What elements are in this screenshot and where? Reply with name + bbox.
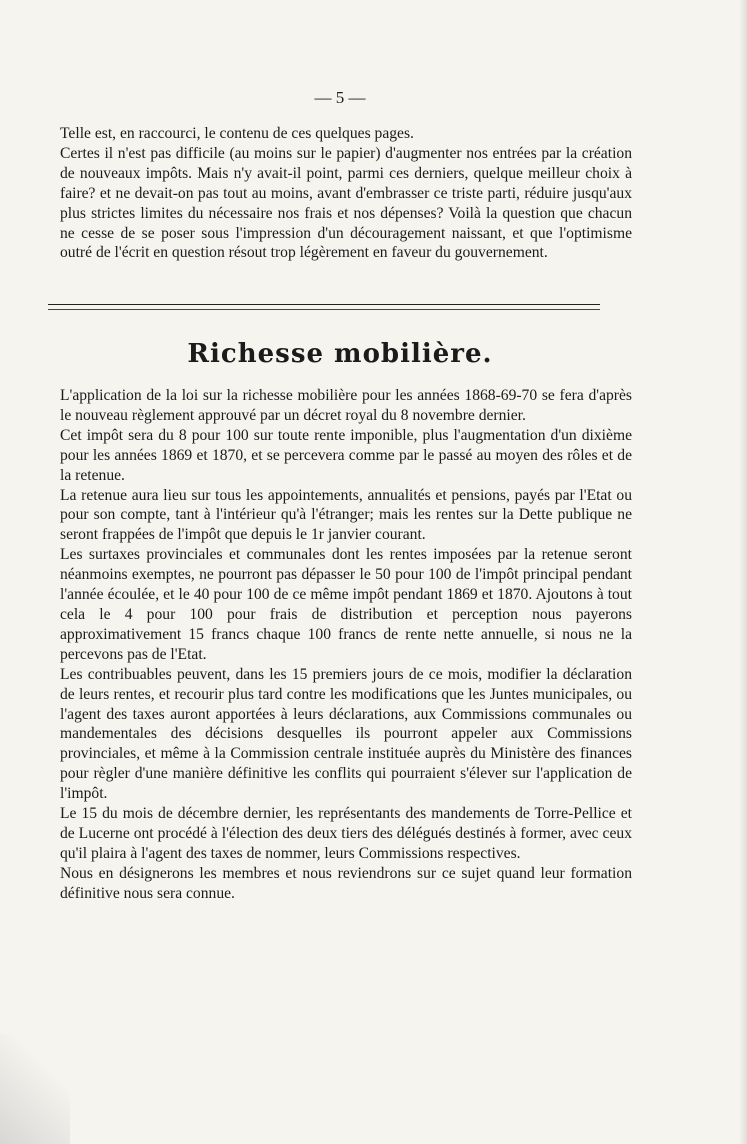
scan-edge-shadow: [739, 0, 747, 1144]
intro-paragraph-2: Certes il n'est pas difficile (au moins sur le papier) d'augmenter nos entrées par la création de nouveaux impôts. Mais n'y avait-il point, parmi ces derniers, quelque meilleur choix à faire? et ne devait-on pas tout au moins, avant d'embrasser ce triste parti, réduire jusqu'aux plus strictes limites du nécessaire nos frais et nos dépenses? Voilà la question que chacun ne cesse de se poser sous l'impression d'un découragement naissant, et que l'optimisme outré de l'écrit en question résout trop légèrement en faveur du gouvernement.: [60, 144, 632, 262]
body-paragraph-3: La retenue aura lieu sur tous les appointements, annualités et pensions, payés par l'Etat ou pour son compte, tant à l'intérieur qu'à l'étranger; mais les rentes sur la Dette publique ne seront frappées de l'impôt que depuis le 1r janvier courant.: [60, 486, 632, 544]
section-body: [60, 386, 632, 904]
body-paragraph-5: Les contribuables peuvent, dans les 15 premiers jours de ce mois, modifier la déclaration de leurs rentes, et recourir plus tard contre les modifications que les Juntes municipales, ou l'agent des taxes auront apportées à leurs déclarations, aux Commissions communales ou mandementales des décisions desquelles ils pourront appeler aux Commissions provinciales, et même à la Commission centrale instituée auprès du Ministère des finances pour règler d'une manière définitive les conflits qui pourraient s'élever sur l'application de l'impôt.: [60, 665, 632, 803]
page-number: — 5 —: [314, 88, 366, 107]
body-paragraph-7: Nous en désignerons les membres et nous reviendrons sur ce sujet quand leur formation définitive nous sera connue.: [60, 864, 632, 902]
body-paragraph-2: Cet impôt sera du 8 pour 100 sur toute rente imponible, plus l'augmentation d'un dixième pour les années 1869 et 1870, et se percevera comme par le passé au moyen des rôles et de la retenue.: [60, 426, 632, 484]
section-divider: [48, 304, 600, 305]
section-divider-thin: [48, 309, 600, 310]
body-paragraph-6: Le 15 du mois de décembre dernier, les représentants des mandements de Torre-Pellice et de Lucerne ont procédé à l'élection des deux tiers des délégués destinés à former, avec ceux qu'il plaira à l'agent des taxes de nommer, leurs Commissions respectives.: [60, 805, 632, 862]
scan-stain: [0, 1034, 70, 1144]
body-paragraph-1: L'application de la loi sur la richesse mobilière pour les années 1868-69-70 se fera d'après le nouveau règlement approuvé par un décret royal du 8 novembre dernier.: [60, 387, 632, 424]
intro-paragraph-1: Telle est, en raccourci, le contenu de ces quelques pages.: [60, 125, 414, 142]
section-title: Richesse mobilière.: [187, 339, 493, 369]
body-paragraph-4: Les surtaxes provinciales et communales dont les rentes imposées par la retenue seront néanmoins exemptes, ne pourront pas dépasser le 50 pour 100 de l'impôt principal pendant l'année écoulée, et le 40 pour 100 de ce même impôt pendant 1869 et 1870. Ajoutons à tout cela le 4 pour 100 pour frais de distribution et perception nous payerons approximativement 15 francs chaque 100 francs de rente nette annuelle, si nous ne la percevons pas de l'Etat.: [60, 546, 632, 663]
intro-text: [60, 124, 632, 263]
